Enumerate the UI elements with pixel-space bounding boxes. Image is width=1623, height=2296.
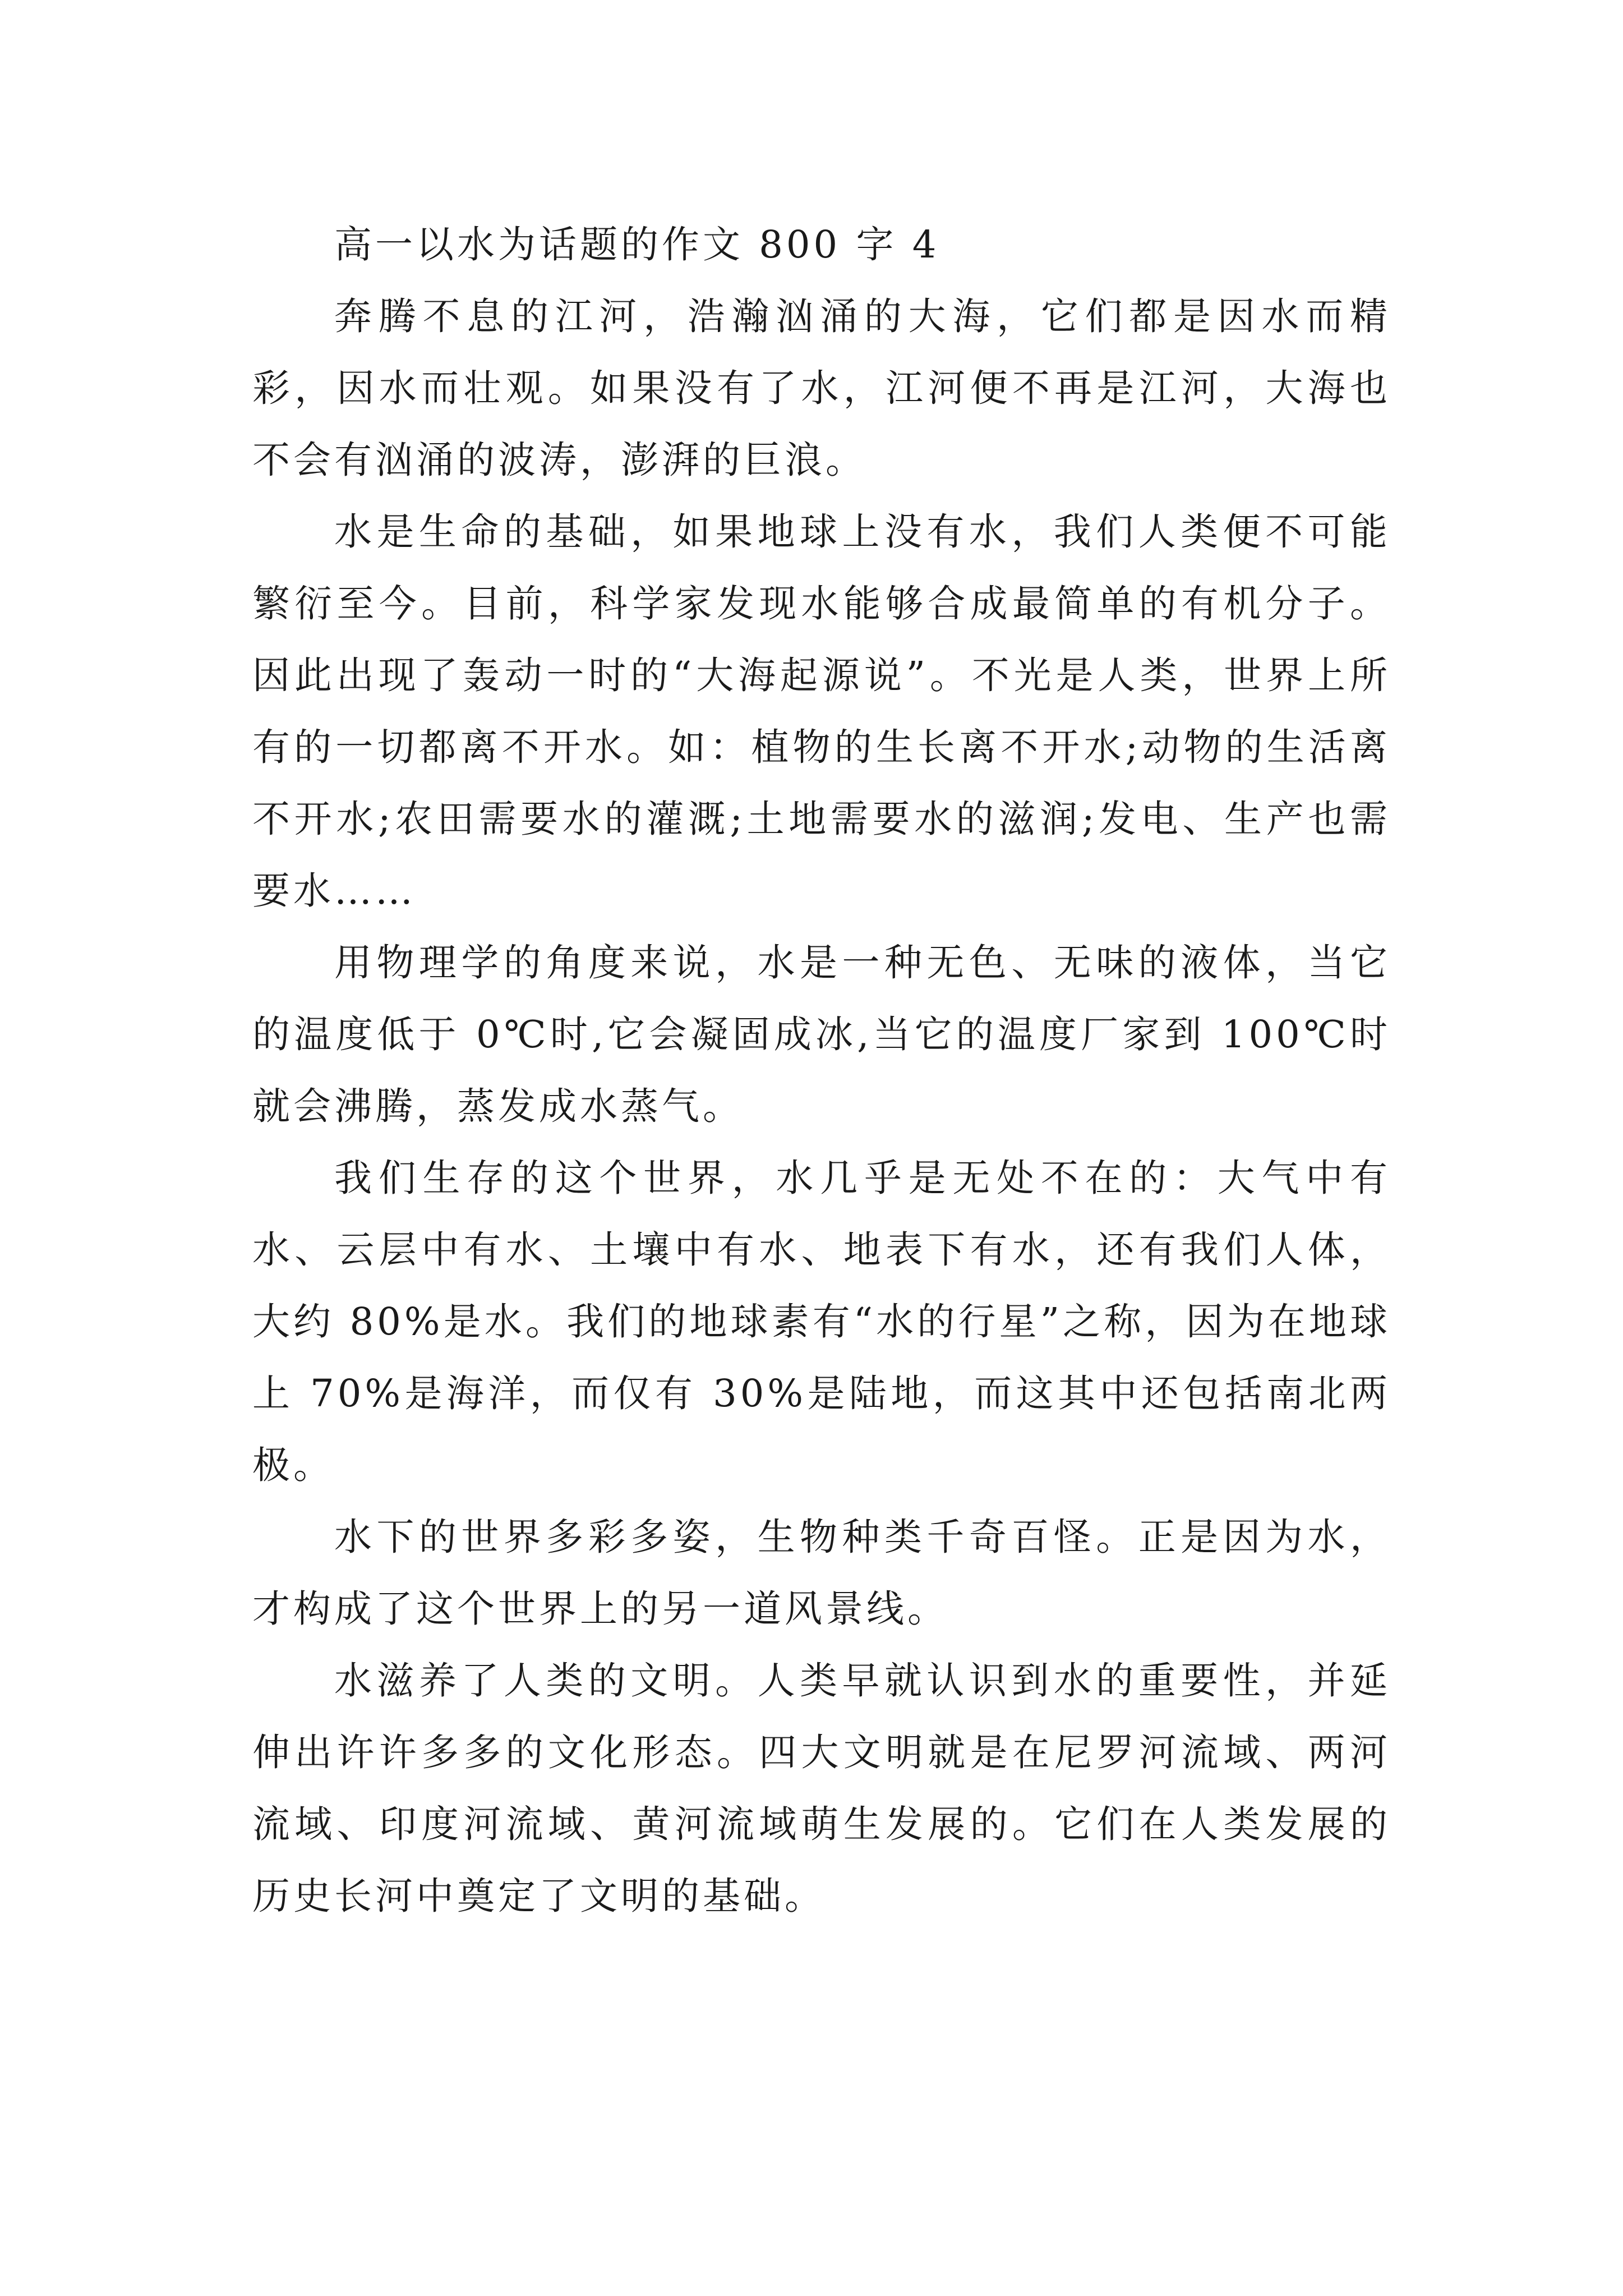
paragraph-civilization: 水滋养了人类的文明。人类早就认识到水的重要性，并延伸出许许多多的文化形态。四大文明就是在尼罗河流域、两河流域、印度河流域、黄河流域萌生发展的。它们在人类发展的历史长河中奠定了文明的基础。 [252,1659,1391,1918]
document-title: 高一以水为话题的作文 800 字 4 [334,223,940,266]
paragraph-underwater-world: 水下的世界多彩多姿，生物种类千奇百怪。正是因为水，才构成了这个世界上的另一道风景线。 [252,1515,1391,1631]
paragraph-physics: 用物理学的角度来说，水是一种无色、无味的液体，当它的温度低于 0℃时,它会凝固成冰,当它的温度厂家到 100℃时就会沸腾，蒸发成水蒸气。 [252,941,1391,1128]
document-body [252,209,1391,1932]
paragraph-basis-of-life: 水是生命的基础，如果地球上没有水，我们人类便不可能繁衍至今。目前，科学家发现水能够合成最简单的有机分子。因此出现了轰动一时的“大海起源说”。不光是人类，世界上所有的一切都离不开水。如：植物的生长离不开水;动物的生活离不开水;农田需要水的灌溉;土地需要水的滋润;发电、生产也需要水…… [252,510,1391,913]
paragraph-rivers-seas: 奔腾不息的江河，浩瀚汹涌的大海，它们都是因水而精彩，因水而壮观。如果没有了水，江河便不再是江河，大海也不会有汹涌的波涛，澎湃的巨浪。 [252,295,1391,482]
paragraph-everywhere: 我们生存的这个世界，水几乎是无处不在的：大气中有水、云层中有水、土壤中有水、地表下有水，还有我们人体，大约 80%是水。我们的地球素有“水的行星”之称，因为在地球上 70%是海洋，而仅有 30%是陆地，而这其中还包括南北两极。 [252,1156,1391,1487]
